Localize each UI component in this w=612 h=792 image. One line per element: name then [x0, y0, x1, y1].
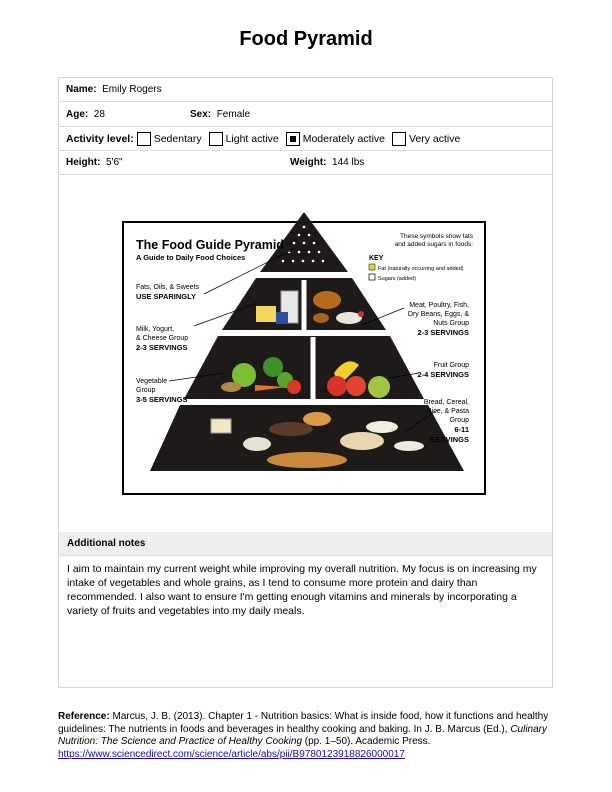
bread-label-5: SERVINGS [430, 435, 469, 444]
key-fat: Fat (naturally occurring and added) [378, 266, 464, 272]
activity-label: Activity level: [66, 132, 134, 145]
age-value[interactable]: 28 [93, 108, 105, 120]
bread-label-4: 6-11 [454, 425, 469, 434]
activity-very-label: Very active [409, 132, 461, 145]
pyramid-image-area [59, 175, 552, 533]
key-sugar: Sugars (added) [378, 276, 416, 282]
name-value[interactable]: Emily Rogers [102, 84, 162, 95]
height-value[interactable]: 5'6" [106, 157, 123, 168]
name-row [59, 78, 552, 102]
veg-label-3: 3-5 SERVINGS [136, 395, 188, 404]
activity-row [59, 127, 552, 151]
weight-label: Weight: [290, 157, 327, 168]
key-title: KEY [369, 255, 384, 262]
activity-light-checkbox[interactable] [209, 132, 223, 146]
activity-sedentary-label: Sedentary [153, 132, 202, 145]
height-weight-row [59, 151, 552, 175]
milk-label-2: & Cheese Group [136, 335, 189, 342]
reference [58, 711, 554, 761]
meat-label-2: Dry Beans, Eggs, & [407, 311, 469, 318]
height-label: Height: [66, 157, 101, 168]
milk-label-1: Milk, Yogurt, [136, 326, 175, 333]
profile-form [58, 77, 553, 688]
food-pyramid-image [59, 175, 552, 532]
notes-heading: Additional notes [59, 532, 552, 556]
sex-value[interactable]: Female [216, 108, 251, 120]
weight-value[interactable]: 144 lbs [332, 157, 365, 168]
key-intro-2: and added sugars in foods: [394, 241, 473, 248]
reference-book-title: Culinary Nutrition: The Science and Practice of Healthy Cooking [58, 723, 547, 747]
activity-moderate-label: Moderately active [302, 132, 385, 145]
age-label: Age: [66, 108, 89, 120]
activity-sedentary-checkbox[interactable] [137, 132, 151, 146]
pyramid-title: The Food Guide Pyramid [136, 238, 284, 252]
age-sex-row [59, 102, 552, 127]
sugar-key-icon [369, 274, 375, 280]
key-intro-1: These symbols show fats [400, 233, 473, 240]
reference-label: Reference: [58, 711, 110, 722]
sex-label: Sex: [190, 108, 212, 120]
fruit-label-1: Fruit Group [433, 362, 469, 369]
bread-label-1: Bread, Cereal, [423, 399, 469, 406]
bread-label-3: Group [449, 417, 469, 424]
milk-label-3: 2-3 SERVINGS [136, 343, 188, 352]
reference-link[interactable]: https://www.sciencedirect.com/science/article/abs/pii/B9780123918826000017 [58, 748, 405, 760]
activity-very-checkbox[interactable] [392, 132, 406, 146]
meat-label-4: 2-3 SERVINGS [417, 328, 469, 337]
fruit-label-2: 2-4 SERVINGS [417, 370, 469, 379]
activity-light-label: Light active [225, 132, 279, 145]
meat-label-1: Meat, Poultry, Fish, [409, 302, 469, 309]
activity-moderate-checkbox[interactable] [286, 132, 300, 146]
bread-label-2: Rice, & Pasta [426, 408, 469, 415]
meat-label-3: Nuts Group [433, 320, 469, 327]
reference-text-before: Marcus, J. B. (2013). Chapter 1 - Nutrition basics: What is inside food, how it functions and healthy guidelines: The nutrients in foods and beverages in healthy cooking and baking. In J. B. Marcus (Ed.), [58, 711, 549, 735]
fats-label-1: Fats, Oils, & Sweets [136, 284, 200, 291]
fat-key-icon [369, 264, 375, 270]
fats-label-2: USE SPARINGLY [136, 292, 197, 301]
name-label: Name: [66, 84, 97, 95]
reference-text-after: (pp. 1–50). Academic Press. [302, 736, 431, 747]
pyramid-source: Source: U.S. Department of Agriculture/U.S Dept. Health and Human Services [203, 483, 411, 489]
veg-label-2: Group [136, 387, 156, 394]
page-title: Food Pyramid [239, 28, 373, 50]
veg-label-1: Vegetable [136, 378, 168, 385]
pyramid-subtitle: A Guide to Daily Food Choices [136, 253, 246, 262]
notes-text[interactable]: I aim to maintain my current weight while improving my overall nutrition. My focus is on increasing my intake of vegetables and whole grains, as I tend to consume more protein and dairy than recommended. I also want to ensure I'm getting enough vitamins and minerals by incorporating a variety of fruits and vegetables into my daily meals. [67, 563, 537, 617]
